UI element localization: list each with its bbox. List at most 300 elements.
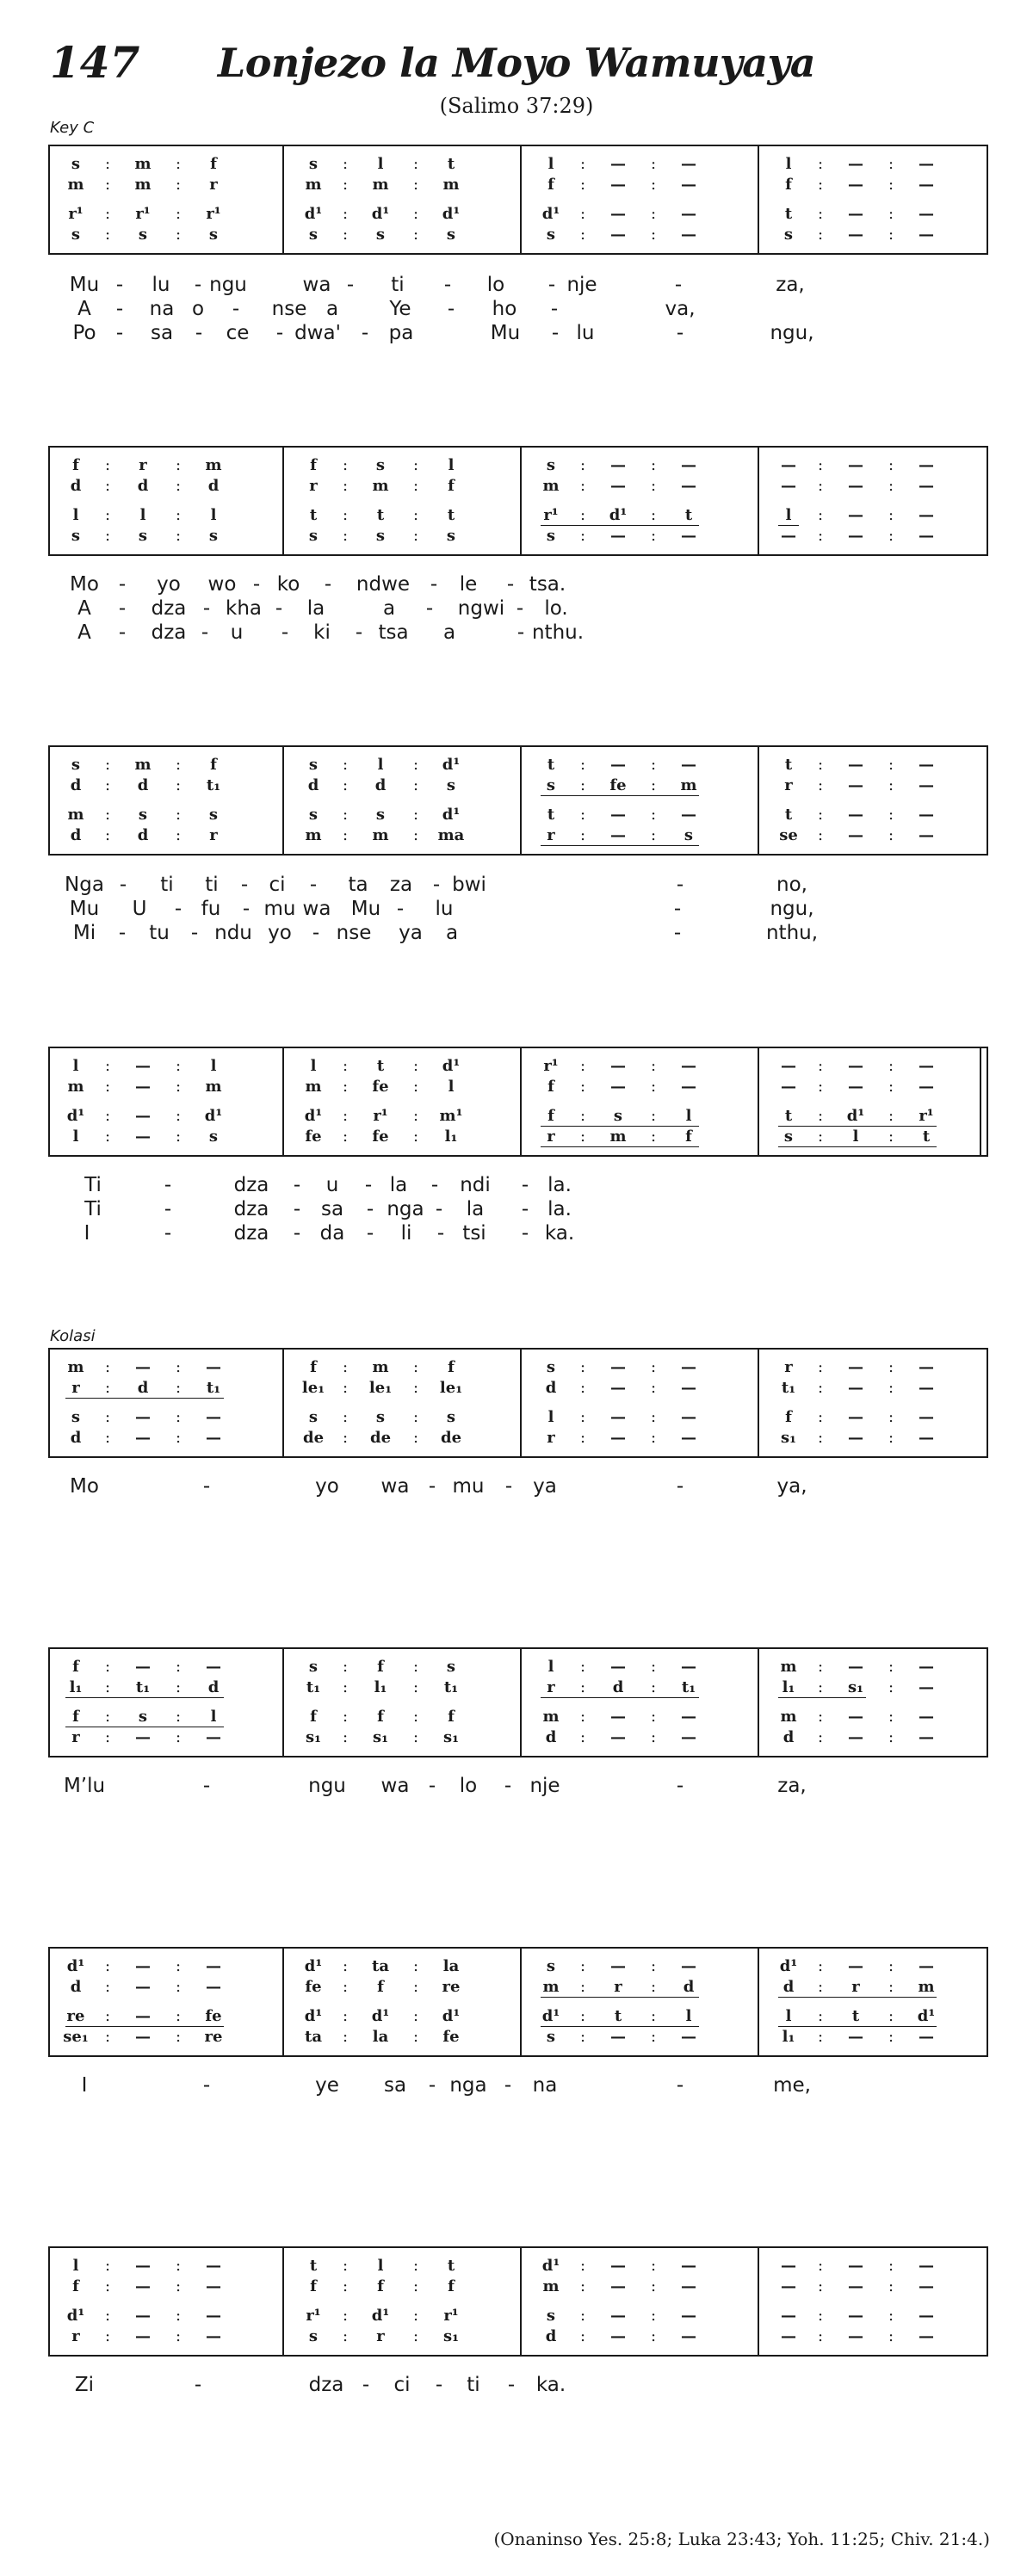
solfa-note: t bbox=[376, 506, 385, 524]
lyric-syllable: ngu bbox=[209, 274, 247, 296]
beat-colon: : bbox=[342, 1429, 349, 1447]
solfa-note: m bbox=[680, 776, 697, 794]
lyric-syllable: ndwe bbox=[356, 573, 411, 596]
beat-colon: : bbox=[650, 2307, 657, 2325]
measure bbox=[763, 2007, 987, 2026]
beat-colon: : bbox=[104, 1728, 111, 1746]
solfa-note: s bbox=[546, 2028, 556, 2046]
syllable-hyphen: - bbox=[547, 274, 556, 296]
solfa-note: r bbox=[71, 1728, 80, 1746]
solfa-note: — bbox=[610, 756, 626, 774]
solfa-note: — bbox=[919, 1429, 934, 1447]
measure bbox=[763, 1379, 987, 1398]
syllable-hyphen: - bbox=[201, 621, 209, 644]
solfa-note: m bbox=[67, 806, 84, 824]
beat-colon: : bbox=[104, 205, 111, 223]
solfa-note: — bbox=[919, 1708, 934, 1726]
beat-colon: : bbox=[342, 1379, 349, 1397]
solfa-note: — bbox=[781, 1078, 796, 1096]
beat-colon: : bbox=[412, 2007, 419, 2025]
beat-colon: : bbox=[175, 1957, 182, 1975]
beat-colon: : bbox=[175, 456, 182, 474]
voice-row bbox=[50, 756, 987, 775]
beat-colon: : bbox=[650, 1658, 657, 1676]
solfa-note: — bbox=[681, 1379, 696, 1397]
beat-colon: : bbox=[412, 1678, 419, 1696]
beat-colon: : bbox=[888, 806, 894, 824]
beat-colon: : bbox=[817, 2327, 824, 2345]
solfa-note: r bbox=[547, 826, 555, 844]
solfa-note: d bbox=[70, 826, 82, 844]
syllable-hyphen: - bbox=[507, 2374, 516, 2396]
measure bbox=[288, 456, 520, 475]
voice-row bbox=[50, 2007, 987, 2026]
solfa-note: f bbox=[547, 1107, 554, 1125]
solfa-note: — bbox=[681, 2028, 696, 2046]
beat-colon: : bbox=[175, 2028, 182, 2046]
beat-colon: : bbox=[579, 155, 586, 173]
beat-colon: : bbox=[412, 1408, 419, 1426]
measure bbox=[288, 2307, 520, 2326]
syllable-hyphen: - bbox=[673, 898, 682, 920]
beat-colon: : bbox=[817, 776, 824, 794]
solfa-note: t₁ bbox=[306, 1678, 321, 1696]
measure bbox=[525, 806, 758, 825]
solfa-note: f bbox=[377, 2277, 384, 2295]
syllable-hyphen: - bbox=[504, 1475, 513, 1498]
measure bbox=[50, 205, 282, 224]
syllable-hyphen: - bbox=[293, 1222, 301, 1245]
measure bbox=[525, 1728, 758, 1747]
solfa-note: m bbox=[305, 826, 322, 844]
solfa-note: l bbox=[685, 1107, 692, 1125]
solfa-note: — bbox=[919, 225, 934, 244]
lyric-syllable: a bbox=[442, 621, 456, 644]
beat-colon: : bbox=[342, 826, 349, 844]
lyric-line bbox=[0, 571, 1033, 597]
solfa-note: l bbox=[72, 2257, 79, 2275]
lyric-syllable: ta bbox=[348, 874, 368, 896]
voice-row bbox=[50, 2307, 987, 2326]
solfa-note: — bbox=[681, 2327, 696, 2345]
solfa-note: — bbox=[206, 1408, 221, 1426]
beat-colon: : bbox=[104, 1379, 111, 1397]
lyric-syllable: A bbox=[77, 621, 91, 644]
solfa-note: d bbox=[683, 1978, 695, 1996]
measure bbox=[763, 806, 987, 825]
beat-colon: : bbox=[817, 527, 824, 545]
slur-underline bbox=[778, 525, 799, 526]
solfa-note: s bbox=[308, 806, 319, 824]
beat-colon: : bbox=[888, 527, 894, 545]
lyric-syllable: ngu bbox=[308, 1775, 346, 1797]
syllable-hyphen: - bbox=[364, 1174, 373, 1196]
lyric-line bbox=[0, 1172, 1033, 1198]
solfa-note: — bbox=[919, 1078, 934, 1096]
measure bbox=[288, 2257, 520, 2276]
solfa-note: f bbox=[210, 756, 217, 774]
measure bbox=[763, 1127, 987, 1146]
beat-colon: : bbox=[888, 2028, 894, 2046]
beat-colon: : bbox=[888, 155, 894, 173]
lyric-syllable: wa bbox=[380, 1475, 410, 1498]
syllable-hyphen: - bbox=[428, 2074, 436, 2097]
measure bbox=[763, 1358, 987, 1377]
beat-colon: : bbox=[104, 155, 111, 173]
beat-colon: : bbox=[579, 826, 586, 844]
beat-colon: : bbox=[104, 776, 111, 794]
beat-colon: : bbox=[650, 1708, 657, 1726]
solfa-note: m bbox=[67, 176, 84, 194]
measure bbox=[525, 506, 758, 525]
solfa-note: — bbox=[610, 155, 626, 173]
beat-colon: : bbox=[888, 2007, 894, 2025]
measure bbox=[50, 1078, 282, 1096]
solfa-note: — bbox=[135, 2007, 151, 2025]
lyric-syllable: Mo bbox=[70, 1475, 99, 1498]
beat-colon: : bbox=[175, 176, 182, 194]
key-signature: Key C bbox=[50, 119, 95, 137]
measure bbox=[763, 756, 987, 775]
solfa-note: — bbox=[919, 1678, 934, 1696]
beat-colon: : bbox=[175, 1728, 182, 1746]
measure bbox=[50, 225, 282, 244]
lyric-syllable: Zi bbox=[74, 2374, 95, 2396]
solfa-note: — bbox=[135, 1078, 151, 1096]
lyric-syllable: nje bbox=[529, 1775, 560, 1797]
measure bbox=[763, 1978, 987, 1997]
solfa-note: s bbox=[546, 2307, 556, 2325]
solfa-note: — bbox=[681, 1957, 696, 1975]
measure bbox=[288, 506, 520, 525]
beat-colon: : bbox=[579, 456, 586, 474]
beat-colon: : bbox=[650, 1429, 657, 1447]
beat-colon: : bbox=[104, 2257, 111, 2275]
solfa-note: le₁ bbox=[439, 1379, 463, 1397]
syllable-hyphen: - bbox=[195, 322, 203, 344]
solfa-note: fe bbox=[372, 1127, 389, 1146]
solfa-note: s bbox=[375, 225, 386, 244]
solfa-note: — bbox=[610, 1057, 626, 1075]
beat-colon: : bbox=[817, 1429, 824, 1447]
beat-colon: : bbox=[650, 205, 657, 223]
voice-row bbox=[50, 1379, 987, 1398]
lyric-syllable: ya bbox=[399, 922, 423, 944]
solfa-note: f bbox=[785, 1408, 792, 1426]
measure bbox=[763, 826, 987, 845]
solfa-note: de bbox=[369, 1429, 392, 1447]
solfa-note: f bbox=[685, 1127, 692, 1146]
lyric-syllable: wa bbox=[302, 898, 331, 920]
solfa-note: fe bbox=[205, 2007, 222, 2025]
beat-colon: : bbox=[342, 1678, 349, 1696]
solfa-note: — bbox=[848, 1078, 863, 1096]
beat-colon: : bbox=[888, 826, 894, 844]
beat-colon: : bbox=[342, 1708, 349, 1726]
lyric-line bbox=[0, 1773, 1033, 1799]
solfa-note: m bbox=[67, 1358, 84, 1376]
solfa-note: — bbox=[135, 1429, 151, 1447]
syllable-hyphen: - bbox=[119, 874, 127, 896]
solfa-note: — bbox=[848, 155, 863, 173]
lyric-syllable: ti bbox=[467, 2374, 480, 2396]
solfa-note: d bbox=[137, 776, 149, 794]
lyric-syllable: lu bbox=[152, 274, 170, 296]
solfa-note: d¹ bbox=[304, 1957, 323, 1975]
measure bbox=[763, 1678, 987, 1697]
solfa-note: r bbox=[547, 1678, 555, 1696]
solfa-note: s bbox=[375, 456, 386, 474]
beat-colon: : bbox=[342, 1658, 349, 1676]
beat-colon: : bbox=[175, 205, 182, 223]
measure bbox=[288, 1708, 520, 1727]
solfa-note: — bbox=[206, 2257, 221, 2275]
solfa-note: d¹ bbox=[779, 1957, 798, 1975]
solfa-note: — bbox=[848, 456, 863, 474]
lyric-syllable: nse bbox=[271, 298, 307, 320]
lyric-syllable: la bbox=[306, 597, 325, 620]
solfa-system bbox=[48, 1947, 988, 2057]
beat-colon: : bbox=[888, 1728, 894, 1746]
solfa-note: l bbox=[72, 506, 79, 524]
measure bbox=[525, 456, 758, 475]
beat-colon: : bbox=[342, 776, 349, 794]
measure bbox=[50, 506, 282, 525]
slur-underline bbox=[541, 845, 699, 846]
solfa-note: — bbox=[781, 2277, 796, 2295]
slur-underline bbox=[778, 1697, 866, 1698]
measure bbox=[763, 2307, 987, 2326]
syllable-hyphen: - bbox=[428, 1475, 436, 1498]
solfa-note: — bbox=[919, 1728, 934, 1746]
solfa-note: — bbox=[681, 477, 696, 495]
solfa-note: — bbox=[848, 756, 863, 774]
lyric-line bbox=[0, 272, 1033, 298]
beat-colon: : bbox=[412, 2277, 419, 2295]
beat-colon: : bbox=[104, 2007, 111, 2025]
measure bbox=[525, 1957, 758, 1976]
beat-colon: : bbox=[412, 456, 419, 474]
syllable-hyphen: - bbox=[516, 597, 524, 620]
solfa-note: l bbox=[785, 155, 792, 173]
beat-colon: : bbox=[579, 1708, 586, 1726]
beat-colon: : bbox=[650, 506, 657, 524]
solfa-note: — bbox=[919, 1658, 934, 1676]
beat-colon: : bbox=[650, 776, 657, 794]
beat-colon: : bbox=[412, 1107, 419, 1125]
lyric-line bbox=[0, 596, 1033, 621]
measure bbox=[525, 527, 758, 546]
measure bbox=[525, 1078, 758, 1096]
beat-colon: : bbox=[579, 776, 586, 794]
measure bbox=[525, 477, 758, 496]
beat-colon: : bbox=[175, 477, 182, 495]
beat-colon: : bbox=[342, 1358, 349, 1376]
beat-colon: : bbox=[579, 225, 586, 244]
beat-colon: : bbox=[104, 2028, 111, 2046]
measure bbox=[288, 806, 520, 825]
solfa-note: — bbox=[848, 1708, 863, 1726]
solfa-note: d¹ bbox=[66, 1957, 85, 1975]
voice-row bbox=[50, 1429, 987, 1448]
beat-colon: : bbox=[412, 1358, 419, 1376]
syllable-hyphen: - bbox=[430, 1174, 439, 1196]
solfa-note: l bbox=[685, 2007, 692, 2025]
solfa-note: s bbox=[71, 527, 81, 545]
solfa-note: f bbox=[377, 1708, 384, 1726]
solfa-note: m bbox=[609, 1127, 627, 1146]
beat-colon: : bbox=[650, 2028, 657, 2046]
solfa-note: t₁ bbox=[135, 1678, 151, 1696]
solfa-note: — bbox=[919, 756, 934, 774]
measure bbox=[763, 1408, 987, 1427]
beat-colon: : bbox=[650, 1078, 657, 1096]
solfa-note: m bbox=[780, 1708, 797, 1726]
solfa-note: — bbox=[848, 1658, 863, 1676]
solfa-note: f bbox=[310, 2277, 317, 2295]
solfa-note: t₁ bbox=[781, 1379, 796, 1397]
lyric-syllable: nthu. bbox=[531, 621, 585, 644]
beat-colon: : bbox=[175, 826, 182, 844]
beat-colon: : bbox=[888, 1408, 894, 1426]
beat-colon: : bbox=[579, 1658, 586, 1676]
beat-colon: : bbox=[412, 477, 419, 495]
beat-colon: : bbox=[650, 176, 657, 194]
solfa-note: fe bbox=[305, 1978, 322, 1996]
beat-colon: : bbox=[342, 1978, 349, 1996]
beat-colon: : bbox=[817, 225, 824, 244]
solfa-note: t bbox=[784, 756, 793, 774]
beat-colon: : bbox=[888, 1127, 894, 1146]
solfa-note: ta bbox=[372, 1957, 389, 1975]
beat-colon: : bbox=[650, 527, 657, 545]
solfa-note: d¹ bbox=[304, 205, 323, 223]
solfa-note: — bbox=[848, 1358, 863, 1376]
beat-colon: : bbox=[579, 1408, 586, 1426]
measure bbox=[525, 1379, 758, 1398]
solfa-note: — bbox=[781, 456, 796, 474]
solfa-note: r¹ bbox=[373, 1107, 388, 1125]
voice-row bbox=[50, 2327, 987, 2346]
beat-colon: : bbox=[412, 1127, 419, 1146]
beat-colon: : bbox=[342, 506, 349, 524]
solfa-note: s bbox=[613, 1107, 623, 1125]
beat-colon: : bbox=[817, 2007, 824, 2025]
beat-colon: : bbox=[650, 756, 657, 774]
syllable-hyphen: - bbox=[521, 1174, 529, 1196]
measure bbox=[50, 1429, 282, 1448]
solfa-note: s bbox=[783, 1127, 794, 1146]
solfa-note: d bbox=[70, 1978, 82, 1996]
solfa-note: r bbox=[851, 1978, 860, 1996]
solfa-note: s bbox=[138, 806, 148, 824]
solfa-note: d bbox=[137, 1379, 149, 1397]
measure bbox=[50, 1957, 282, 1976]
lyric-syllable: za, bbox=[776, 274, 805, 296]
beat-colon: : bbox=[175, 776, 182, 794]
beat-colon: : bbox=[104, 456, 111, 474]
beat-colon: : bbox=[888, 456, 894, 474]
syllable-hyphen: - bbox=[435, 1198, 443, 1220]
measure bbox=[525, 205, 758, 224]
solfa-note: d¹ bbox=[541, 205, 560, 223]
beat-colon: : bbox=[817, 1127, 824, 1146]
measure bbox=[288, 2028, 520, 2047]
syllable-hyphen: - bbox=[551, 322, 560, 344]
beat-colon: : bbox=[579, 1678, 586, 1696]
beat-colon: : bbox=[579, 806, 586, 824]
beat-colon: : bbox=[412, 1728, 419, 1746]
slur-underline bbox=[541, 1997, 699, 1998]
beat-colon: : bbox=[817, 477, 824, 495]
solfa-note: — bbox=[848, 2257, 863, 2275]
slur-underline bbox=[541, 1126, 699, 1127]
voice-row bbox=[50, 506, 987, 525]
solfa-note: m bbox=[305, 1078, 322, 1096]
beat-colon: : bbox=[342, 1078, 349, 1096]
solfa-note: — bbox=[848, 806, 863, 824]
voice-row bbox=[50, 1127, 987, 1146]
solfa-note: s bbox=[138, 1708, 148, 1726]
syllable-hyphen: - bbox=[115, 298, 124, 320]
solfa-note: s bbox=[308, 2327, 319, 2345]
solfa-note: f bbox=[377, 1658, 384, 1676]
solfa-note: d¹ bbox=[371, 2307, 390, 2325]
solfa-note: f bbox=[377, 1978, 384, 1996]
solfa-note: t bbox=[784, 205, 793, 223]
beat-colon: : bbox=[579, 1728, 586, 1746]
syllable-hyphen: - bbox=[676, 2074, 684, 2097]
solfa-note: s bbox=[446, 527, 456, 545]
beat-colon: : bbox=[104, 477, 111, 495]
solfa-note: — bbox=[848, 225, 863, 244]
solfa-note: — bbox=[919, 826, 934, 844]
solfa-note: re bbox=[442, 1978, 461, 1996]
lyric-syllable: ye bbox=[315, 2074, 339, 2097]
lyric-syllable: lu bbox=[435, 898, 454, 920]
solfa-note: l bbox=[547, 1408, 554, 1426]
measure bbox=[288, 2277, 520, 2296]
syllable-hyphen: - bbox=[674, 274, 683, 296]
solfa-note: f bbox=[448, 2277, 455, 2295]
beat-colon: : bbox=[650, 1107, 657, 1125]
solfa-note: la bbox=[442, 1957, 460, 1975]
beat-colon: : bbox=[817, 1078, 824, 1096]
solfa-note: t bbox=[851, 2007, 860, 2025]
lyric-syllable: na bbox=[532, 2074, 558, 2097]
voice-row bbox=[50, 1408, 987, 1427]
solfa-note: — bbox=[610, 1708, 626, 1726]
beat-colon: : bbox=[888, 1057, 894, 1075]
lyric-syllable: tsa bbox=[378, 621, 409, 644]
lyric-syllable: a bbox=[445, 922, 459, 944]
lyric-syllable: dwa' bbox=[294, 322, 341, 344]
solfa-note: t₁ bbox=[206, 776, 221, 794]
slur-underline bbox=[541, 525, 699, 526]
lyric-syllable: fu bbox=[201, 898, 221, 920]
beat-colon: : bbox=[342, 2327, 349, 2345]
syllable-hyphen: - bbox=[346, 274, 355, 296]
beat-colon: : bbox=[175, 1078, 182, 1096]
solfa-note: d¹ bbox=[442, 1057, 461, 1075]
beat-colon: : bbox=[104, 1107, 111, 1125]
solfa-note: s bbox=[446, 776, 456, 794]
beat-colon: : bbox=[342, 1127, 349, 1146]
beat-colon: : bbox=[342, 176, 349, 194]
solfa-note: — bbox=[206, 1728, 221, 1746]
beat-colon: : bbox=[888, 205, 894, 223]
beat-colon: : bbox=[817, 176, 824, 194]
